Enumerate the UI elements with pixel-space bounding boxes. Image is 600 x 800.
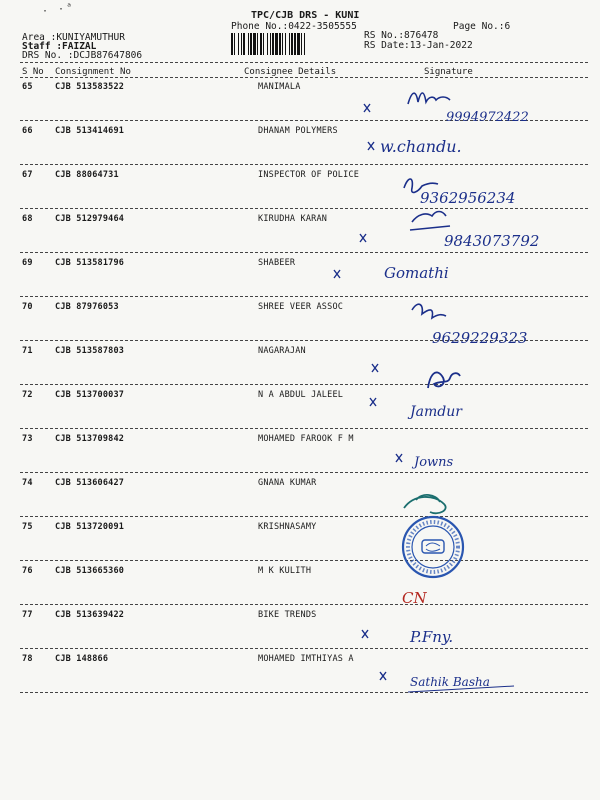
barcode-bar [267,33,268,55]
handwritten-signature: Jamdur [410,404,462,420]
barcode-bar [243,33,245,55]
row-divider [20,648,588,649]
barcode-bar [285,33,286,55]
row-divider [20,516,588,517]
col-header-signature: Signature [424,67,473,77]
handwritten-phone: 9629229323 [432,329,528,347]
phone-number: Phone No.:0422-3505555 [231,21,357,32]
row-serial-number: 78 [22,654,33,664]
header-divider [20,62,588,63]
row-consignee-name: N A ABDUL JALEEL [258,390,344,400]
handwritten-phone: 9843073792 [444,232,540,250]
row-divider [20,692,588,693]
drs-number: DRS No. :DCJB87647806 [22,50,143,61]
barcode-bar [294,33,296,55]
barcode-bar [301,33,302,55]
row-consignment-number: CJB 513581796 [55,258,125,268]
row-consignment-number: CJB 513606427 [55,478,125,488]
row-divider [20,252,588,253]
row-consignment-number: CJB 513709842 [55,434,125,444]
barcode-bar [270,33,271,55]
barcode-bar [297,33,300,55]
barcode-bar [291,33,293,55]
scan-speck: · [58,4,65,15]
barcode-bar [279,33,281,55]
barcode-bar [282,33,283,55]
barcode-bar [241,33,242,55]
row-consignee-name: BIKE TRENDS [258,610,317,620]
row-serial-number: 69 [22,258,33,268]
row-consignment-number: CJB 87976053 [55,302,119,312]
handwritten-signature: Sathik Basha [410,675,490,689]
barcode-bar [275,33,278,55]
row-consignment-number: CJB 513414691 [55,126,125,136]
handwritten-signature: w.chandu. [380,137,462,156]
col-header-consignee: Consignee Details [244,67,337,77]
handwritten-signature: P.Fny. [410,628,454,646]
row-consignment-number: CJB 88064731 [55,170,119,180]
barcode [231,33,353,55]
row-serial-number: 75 [22,522,33,532]
row-consignee-name: NAGARAJAN [258,346,306,356]
row-serial-number: 67 [22,170,33,180]
handwritten-phone: 9362956234 [420,189,516,207]
sheet-title: TPC/CJB DRS - KUNI [251,10,360,21]
barcode-bar [250,33,252,55]
row-serial-number: 77 [22,610,33,620]
row-divider [20,120,588,121]
row-divider [20,340,588,341]
col-header-consignment: Consignment No [55,67,131,77]
row-consignment-number: CJB 513639422 [55,610,125,620]
row-consignee-name: MANIMALA [258,82,301,92]
row-consignee-name: SHREE VEER ASSOC [258,302,344,312]
row-consignment-number: CJB 513700037 [55,390,125,400]
row-serial-number: 74 [22,478,33,488]
page-number: Page No.:6 [453,21,511,32]
barcode-bar [248,33,249,55]
row-serial-number: 66 [22,126,33,136]
row-consignment-number: CJB 513587803 [55,346,125,356]
staff-field: Staff :FAIZAL [22,41,97,52]
row-divider [20,560,588,561]
row-serial-number: 68 [22,214,33,224]
barcode-bar [234,33,235,55]
barcode-bar [231,33,233,55]
scan-speck: · [42,6,49,17]
row-consignee-name: SHABEER [258,258,296,268]
row-serial-number: 70 [22,302,33,312]
row-consignee-name: INSPECTOR OF POLICE [258,170,360,180]
row-consignee-name: GNANA KUMAR [258,478,317,488]
col-header-s-no: S No [22,67,44,77]
row-divider [20,296,588,297]
rs-number: RS No.:876478 [364,30,439,41]
row-consignment-number: CJB 512979464 [55,214,125,224]
handwritten-signature: Jowns [414,455,454,470]
row-divider [20,384,588,385]
row-serial-number: 71 [22,346,33,356]
barcode-bar [257,33,258,55]
barcode-bar [253,33,256,55]
area-field: Area :KUNIYAMUTHUR [22,32,125,43]
row-consignment-number: CJB 513665360 [55,566,125,576]
row-consignment-number: CJB 148866 [55,654,109,664]
row-divider [20,604,588,605]
row-divider [20,472,588,473]
barcode-bar [289,33,290,55]
barcode-bar [263,33,264,55]
row-serial-number: 72 [22,390,33,400]
hospital-seal-stamp [400,514,466,580]
handwritten-phone: 9994972422 [446,110,529,125]
barcode-bar [260,33,262,55]
row-consignee-name: KRISHNASAMY [258,522,317,532]
row-consignee-name: M K KULITH [258,566,312,576]
row-serial-number: 73 [22,434,33,444]
row-consignee-name: KIRUDHA KARAN [258,214,328,224]
row-serial-number: 65 [22,82,33,92]
row-divider [20,428,588,429]
handwritten-note: CN [402,589,427,607]
row-consignment-number: CJB 513583522 [55,82,125,92]
barcode-bar [304,33,305,55]
row-divider [20,164,588,165]
row-consignee-name: MOHAMED FAROOK F M [258,434,354,444]
row-divider [20,208,588,209]
rs-date: RS Date:13-Jan-2022 [364,40,473,51]
column-header-divider [20,77,588,78]
handwritten-signature: Gomathi [384,264,449,282]
scan-speck: ᵃ [66,2,73,13]
row-consignee-name: DHANAM POLYMERS [258,126,338,136]
barcode-bar [238,33,239,55]
row-consignee-name: MOHAMED IMTHIYAS A [258,654,354,664]
row-consignment-number: CJB 513720091 [55,522,125,532]
row-serial-number: 76 [22,566,33,576]
barcode-bar [272,33,274,55]
